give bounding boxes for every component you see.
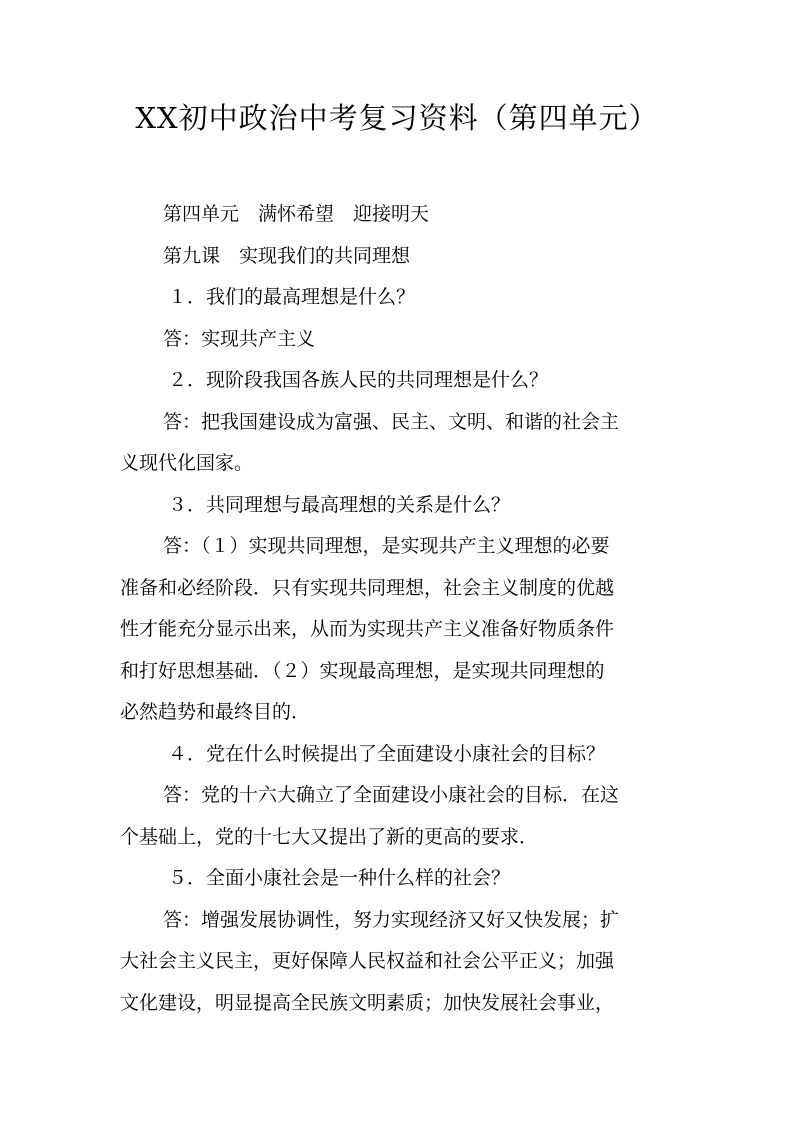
- answer-3-line-2: 准备和必经阶段．只有实现共同理想，社会主义制度的优越: [120, 576, 615, 599]
- answer-3-line-5: 必然趋势和最终目的．: [120, 701, 311, 723]
- answer-3-line-1: 答：（１）实现共同理想，是实现共产主义理想的必要: [163, 535, 610, 557]
- unit-heading: 第四单元 满怀希望 迎接明天: [163, 203, 430, 225]
- question-4: ４．党在什么时候提出了全面建设小康社会的目标？: [168, 742, 606, 765]
- answer-4-line-2: 个基础上，党的十七大又提出了新的更高的要求．: [120, 825, 539, 848]
- answer-1: 答：实现共产主义: [163, 327, 316, 350]
- lesson-heading: 第九课 实现我们的共同理想: [163, 244, 411, 267]
- answer-4-line-1: 答：党的十六大确立了全面建设小康社会的目标．在这: [163, 784, 620, 806]
- answer-2-line-1: 答：把我国建设成为富强、民主、文明、和谐的社会主: [163, 410, 620, 433]
- document-body: [120, 194, 676, 1024]
- question-3: ３．共同理想与最高理想的关系是什么？: [168, 493, 511, 516]
- question-2: ２．现阶段我国各族人民的共同理想是什么？: [168, 369, 549, 391]
- answer-2-line-2: 义现代化国家。: [120, 452, 254, 474]
- question-5: ５．全面小康社会是一种什么样的社会？: [168, 867, 511, 889]
- answer-5-line-2: 大社会主义民主，更好保障人民权益和社会公平正义；加强: [120, 950, 615, 972]
- question-1: １．我们的最高理想是什么？: [168, 286, 416, 308]
- answer-3-line-3: 性才能充分显示出来，从而为实现共产主义准备好物质条件: [120, 618, 615, 640]
- answer-5-line-3: 文化建设，明显提高全民族文明素质；加快发展社会事业，: [120, 991, 615, 1014]
- answer-5-line-1: 答：增强发展协调性，努力实现经济又好又快发展；扩: [163, 908, 620, 931]
- answer-3-line-4: 和打好思想基础．（２）实现最高理想，是实现共同理想的: [120, 659, 605, 682]
- document-title: XX初中政治中考复习资料（第四单元）: [135, 101, 659, 135]
